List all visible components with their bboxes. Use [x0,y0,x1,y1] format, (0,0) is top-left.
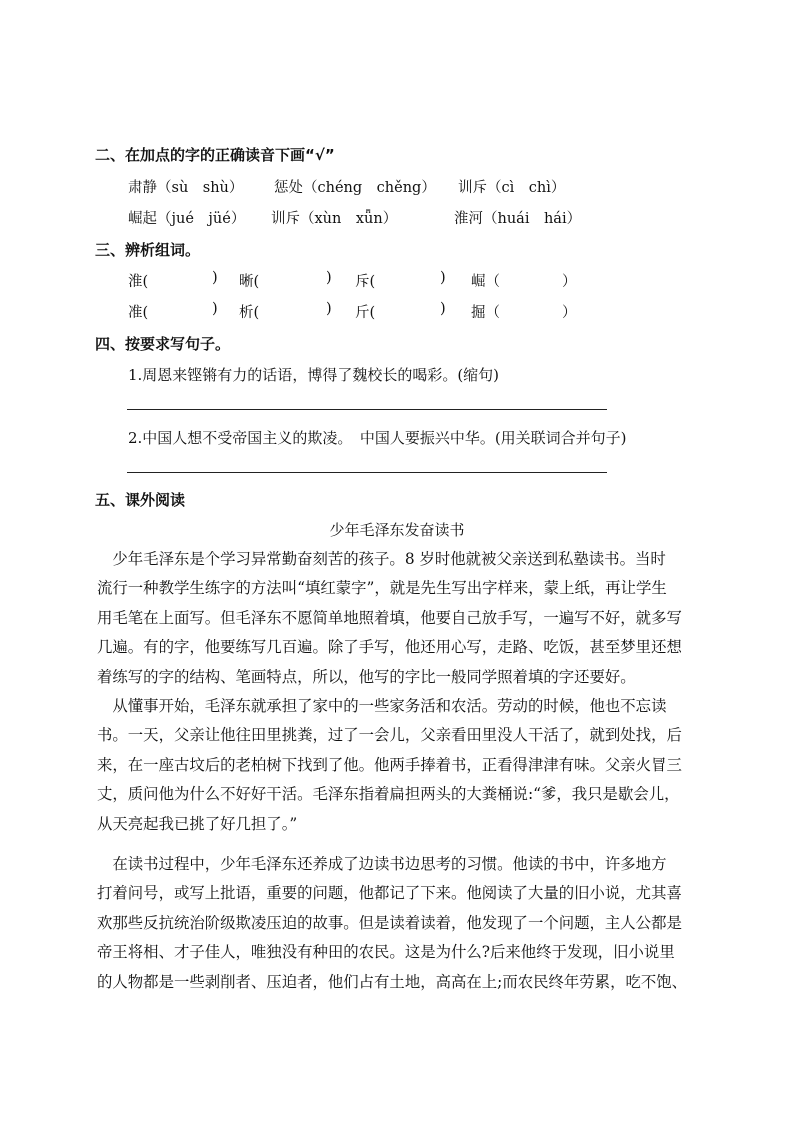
char-close: ) [212,301,218,317]
pinyin-item: 淮河（huái hái） [454,211,582,227]
section3-heading: 三、辨析组词。 [95,241,201,259]
char-open: 掘（ [471,305,500,321]
text-line: 书。一天，父亲让他往田里挑粪，过了一会儿，父亲看田里没人干活了，就到处找，后 [97,726,682,745]
char-open: 淮( [128,274,149,290]
char-open: 崛（ [471,274,500,290]
text-line: 流行一种教学生练字的方法叫“填红蒙字”，就是先生写出字样来，蒙上纸，再让学生 [97,579,667,598]
text-line: 帝王将相、才子佳人，唯独没有种田的农民。这是为什么?后来他终于发现，旧小说里 [97,943,675,962]
answer-line-2[interactable] [127,472,607,473]
section4-heading: 四、按要求写句子。 [95,335,231,353]
question-1: 1.周恩来铿锵有力的话语，博得了魏校长的喝彩。(缩句) [128,366,500,384]
text-line: 欢那些反抗统治阶级欺凌压迫的故事。但是读着读着，他发现了一个问题，主人公都是 [97,913,682,932]
text-line: 几遍。有的字，他要练写几百遍。除了手写，他还用心写，走路、吃饭，甚至梦里还想 [97,638,682,657]
section2-heading: 二、在加点的字的正确读音下画“√” [95,146,335,164]
char-close: ） [562,305,577,321]
char-open: 析( [239,305,260,321]
char-close: ) [326,301,332,317]
char-close: ) [212,270,218,286]
text-line: 丈，质问他为什么不好好干活。毛泽东指着扁担两头的大粪桶说:“爹，我只是歇会儿， [97,785,680,804]
char-open: 斥( [355,274,376,290]
text-line: 来，在一座古坟后的老柏树下找到了他。他两手捧着书，正看得津津有味。父亲火冒三 [97,755,682,774]
text-line: 在读书过程中，少年毛泽东还养成了边读书边思考的习惯。他读的书中，许多地方 [97,855,667,873]
text-line: 从懂事开始，毛泽东就承担了家中的一些家务活和农活。劳动的时候，他也不忘读 [97,697,667,715]
char-open: 斤( [355,305,376,321]
text-line: 用毛笔在上面写。但毛泽东不愿简单地照着填，他要自己放手写，一遍写不好，就多写 [97,608,682,627]
reading-paragraph-3 [97,850,717,997]
reading-title: 少年毛泽东发奋读书 [329,521,465,539]
text-line: 少年毛泽东是个学习异常勤奋刻苦的孩子。8 岁时他就被父亲送到私塾读书。当时 [97,550,666,568]
pinyin-item: 肃静（sù shù） [128,180,244,196]
pinyin-item: 崛起（jué jüé） [128,211,246,227]
text-line: 打着问号，或写上批语，重要的问题，他都记了下来。他阅读了大量的旧小说，尤其喜 [97,884,682,903]
char-close: ) [440,301,446,317]
text-line: 着练写的字的结构、笔画特点，所以，他写的字比一般同学照着填的字还要好。 [97,667,636,686]
char-open: 晰( [239,274,260,290]
reading-paragraph-2 [97,692,717,839]
pinyin-item: 训斥（cì chì） [458,180,566,196]
text-line: 从天亮起我已挑了好几担了。” [97,814,298,833]
reading-paragraph-1 [97,545,717,692]
char-close: ） [562,274,577,290]
question-2: 2.中国人想不受帝国主义的欺凌。 中国人要振兴中华。(用关联词合并句子) [128,429,627,447]
answer-line-1[interactable] [127,409,607,410]
char-close: ) [440,270,446,286]
char-open: 准( [128,305,149,321]
section5-heading: 五、课外阅读 [95,491,186,509]
pinyin-item: 惩处（chéng chěng） [274,180,436,196]
pinyin-item: 训斥（xùn xǖn） [271,211,398,227]
char-close: ) [326,270,332,286]
text-line: 的人物都是一些剥削者、压迫者，他们占有土地，高高在上;而农民终年劳累，吃不饱、 [97,972,688,991]
